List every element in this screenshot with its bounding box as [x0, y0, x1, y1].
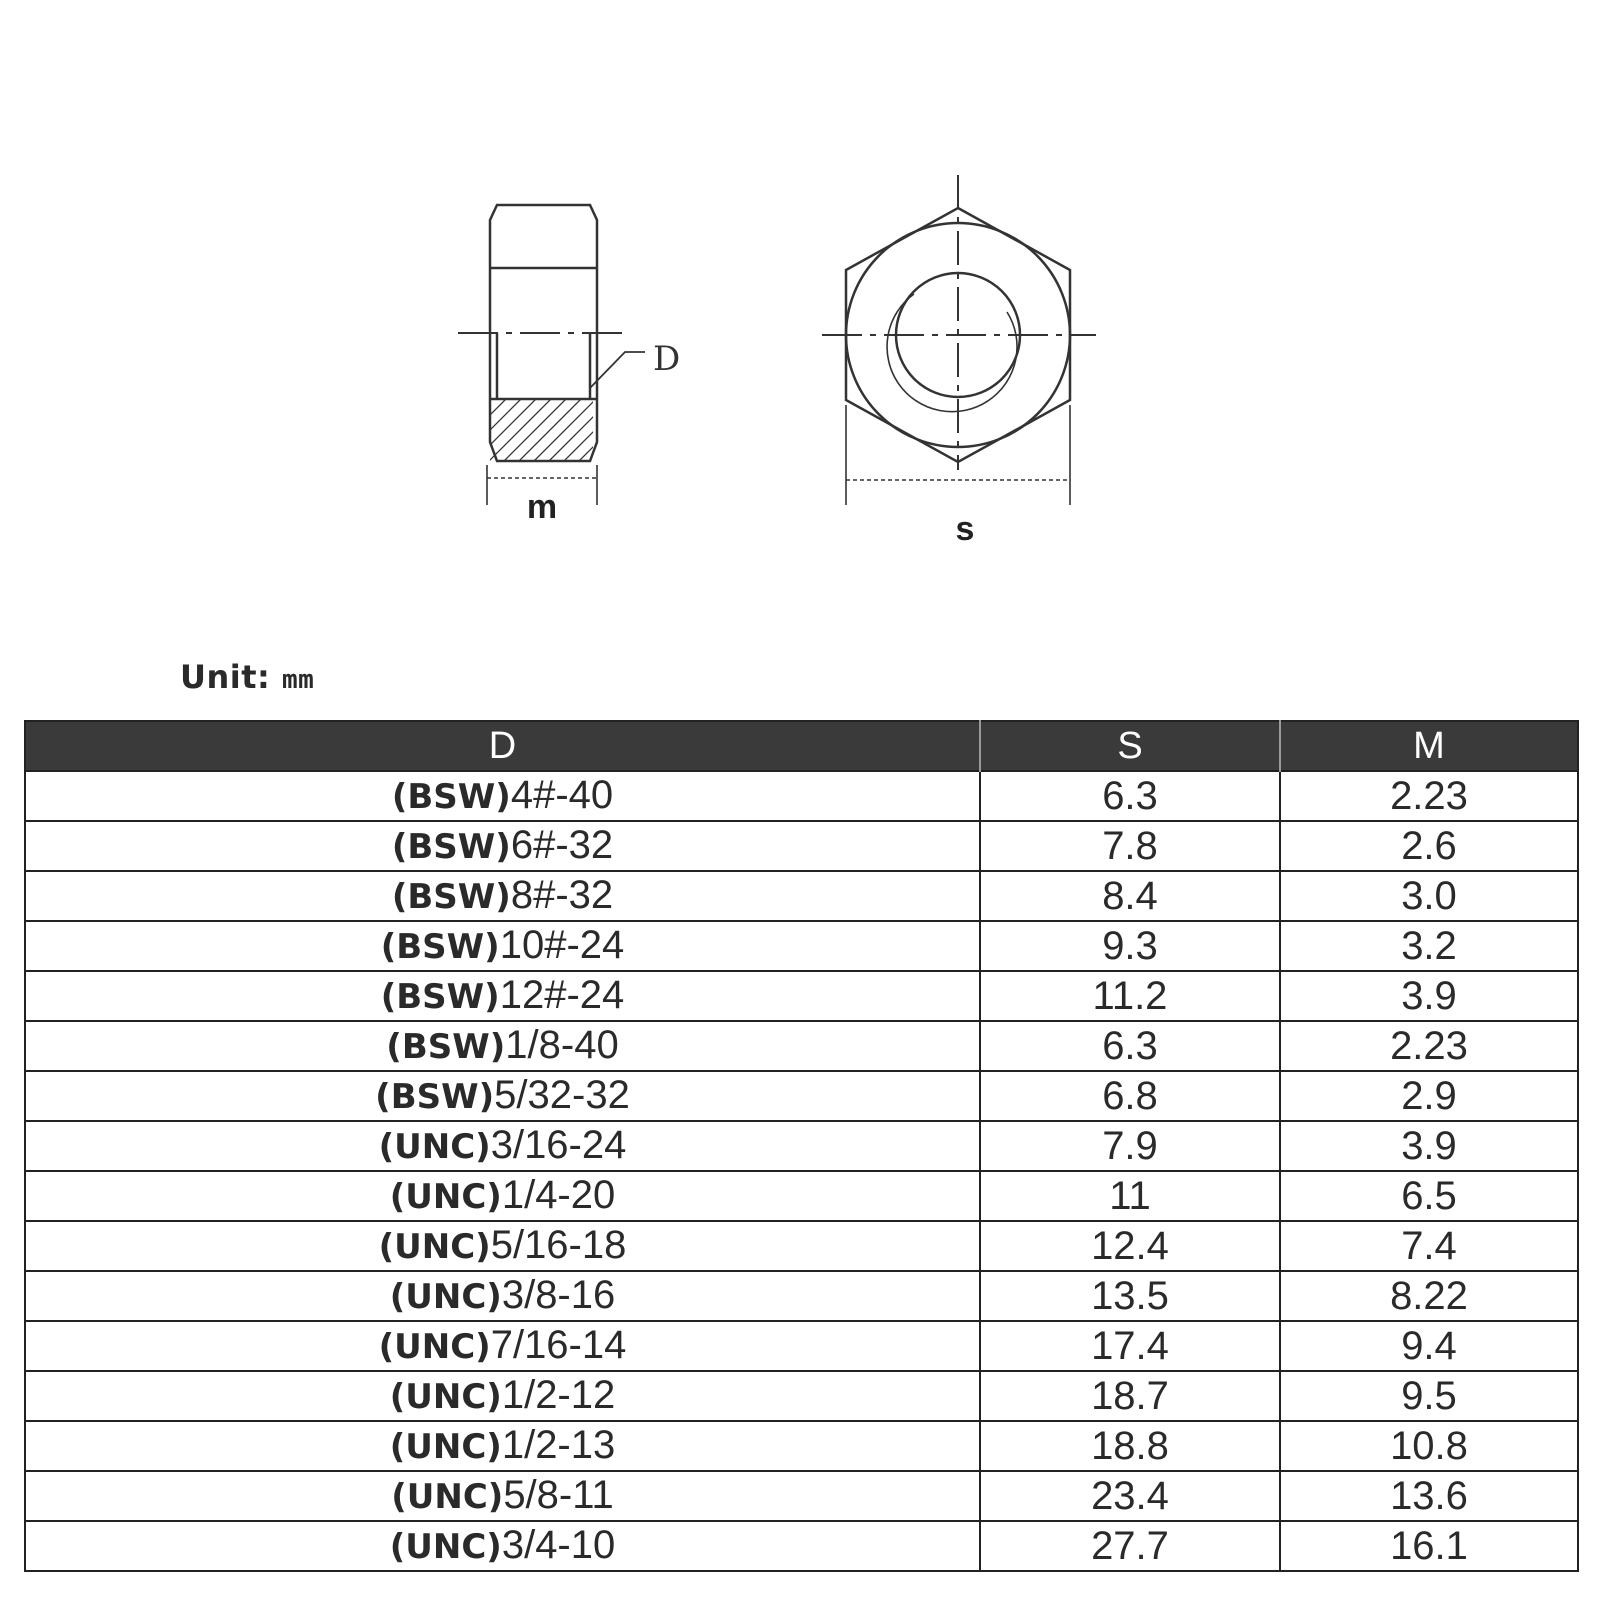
table-row — [25, 1371, 1578, 1421]
thread-size: 1/2-13 — [501, 1423, 616, 1467]
thread-size: 1/4-20 — [501, 1173, 616, 1217]
thread-size: 6#-32 — [510, 823, 614, 867]
cell-m: 7.4 — [1280, 1221, 1578, 1271]
thread-standard: (BSW) — [391, 877, 511, 917]
cell-m: 3.9 — [1280, 971, 1578, 1021]
thread-standard: (UNC) — [389, 1427, 502, 1467]
thread-size: 1/2-12 — [501, 1373, 616, 1417]
table-row — [25, 1271, 1578, 1321]
cell-m: 9.4 — [1280, 1321, 1578, 1371]
thread-standard: (BSW) — [391, 827, 511, 867]
thread-standard: (BSW) — [380, 977, 500, 1017]
unit-label-text: Unit: — [180, 658, 271, 696]
cell-d — [25, 1521, 980, 1571]
cell-m: 3.0 — [1280, 871, 1578, 921]
cell-m: 9.5 — [1280, 1371, 1578, 1421]
cell-s: 13.5 — [980, 1271, 1280, 1321]
cell-s: 18.7 — [980, 1371, 1280, 1421]
cell-d — [25, 1421, 980, 1471]
cell-s: 6.8 — [980, 1071, 1280, 1121]
thread-size: 10#-24 — [499, 923, 625, 967]
cell-s: 9.3 — [980, 921, 1280, 971]
cell-m: 2.23 — [1280, 771, 1578, 821]
cell-s: 12.4 — [980, 1221, 1280, 1271]
cell-m: 2.6 — [1280, 821, 1578, 871]
cell-s: 11 — [980, 1171, 1280, 1221]
cell-m: 2.9 — [1280, 1071, 1578, 1121]
cell-s: 8.4 — [980, 871, 1280, 921]
table-row — [25, 1071, 1578, 1121]
cell-d — [25, 921, 980, 971]
table-row — [25, 1221, 1578, 1271]
cell-s: 23.4 — [980, 1471, 1280, 1521]
thread-standard: (UNC) — [389, 1527, 502, 1567]
cell-m: 10.8 — [1280, 1421, 1578, 1471]
unit-label — [180, 658, 314, 696]
cell-s: 6.3 — [980, 771, 1280, 821]
thread-size: 12#-24 — [499, 973, 625, 1017]
cell-m: 2.23 — [1280, 1021, 1578, 1071]
nut-side-view — [420, 205, 665, 505]
thread-size: 4#-40 — [510, 773, 614, 817]
cell-d — [25, 1171, 980, 1221]
cell-s: 6.3 — [980, 1021, 1280, 1071]
table-row — [25, 821, 1578, 871]
thread-size: 3/4-10 — [501, 1523, 616, 1567]
cell-d — [25, 1221, 980, 1271]
cell-s: 18.8 — [980, 1421, 1280, 1471]
cell-s: 27.7 — [980, 1521, 1280, 1571]
cell-d — [25, 821, 980, 871]
cell-d — [25, 1271, 980, 1321]
label-s: s — [955, 510, 975, 548]
table-row — [25, 1421, 1578, 1471]
table-row — [25, 771, 1578, 821]
cell-m: 3.2 — [1280, 921, 1578, 971]
label-m: m — [526, 488, 558, 526]
hex-nut-technical-drawing — [0, 0, 1600, 600]
table-row — [25, 1171, 1578, 1221]
table-row — [25, 1521, 1578, 1571]
cell-s: 7.9 — [980, 1121, 1280, 1171]
thread-size: 7/16-14 — [490, 1323, 627, 1367]
thread-arc — [887, 294, 1017, 412]
table-row — [25, 871, 1578, 921]
thread-standard: (UNC) — [389, 1377, 502, 1417]
thread-size: 8#-32 — [510, 873, 614, 917]
table-row — [25, 1121, 1578, 1171]
table-row — [25, 971, 1578, 1021]
cell-d — [25, 1121, 980, 1171]
thread-size: 5/32-32 — [494, 1073, 630, 1117]
cell-d — [25, 1471, 980, 1521]
cell-d — [25, 1071, 980, 1121]
cell-s: 7.8 — [980, 821, 1280, 871]
cell-m: 8.22 — [1280, 1271, 1578, 1321]
header-s: S — [980, 721, 1280, 771]
table-row — [25, 1021, 1578, 1071]
table-row — [25, 921, 1578, 971]
thread-standard: (BSW) — [391, 777, 511, 817]
header-d: D — [25, 721, 980, 771]
thread-standard: (UNC) — [378, 1127, 491, 1167]
thread-standard: (UNC) — [378, 1227, 491, 1267]
cell-m: 3.9 — [1280, 1121, 1578, 1171]
thread-standard: (UNC) — [378, 1327, 491, 1367]
spec-table — [24, 720, 1579, 1572]
thread-size: 5/16-18 — [490, 1223, 627, 1267]
thread-size: 1/8-40 — [505, 1023, 619, 1067]
section-hatch — [420, 390, 665, 470]
thread-standard: (UNC) — [389, 1177, 502, 1217]
thread-size: 5/8-11 — [503, 1473, 614, 1517]
cell-s: 17.4 — [980, 1321, 1280, 1371]
cell-m: 16.1 — [1280, 1521, 1578, 1571]
thread-standard: (BSW) — [375, 1077, 495, 1117]
nut-front-view — [822, 175, 1096, 505]
header-m: M — [1280, 721, 1578, 771]
cell-d — [25, 771, 980, 821]
cell-d — [25, 1321, 980, 1371]
unit-value: mm — [281, 665, 315, 695]
thread-size: 3/8-16 — [501, 1273, 616, 1317]
thread-standard: (UNC) — [389, 1277, 502, 1317]
thread-standard: (UNC) — [391, 1477, 504, 1517]
table-row — [25, 1321, 1578, 1371]
cell-s: 11.2 — [980, 971, 1280, 1021]
thread-size: 3/16-24 — [490, 1123, 627, 1167]
cell-m: 13.6 — [1280, 1471, 1578, 1521]
thread-standard: (BSW) — [386, 1027, 506, 1067]
thread-standard: (BSW) — [380, 927, 500, 967]
cell-m: 6.5 — [1280, 1171, 1578, 1221]
cell-d — [25, 971, 980, 1021]
table-header-row — [25, 721, 1578, 771]
table-row — [25, 1471, 1578, 1521]
cell-d — [25, 1371, 980, 1421]
cell-d — [25, 871, 980, 921]
label-d: D — [653, 339, 681, 379]
cell-d — [25, 1021, 980, 1071]
